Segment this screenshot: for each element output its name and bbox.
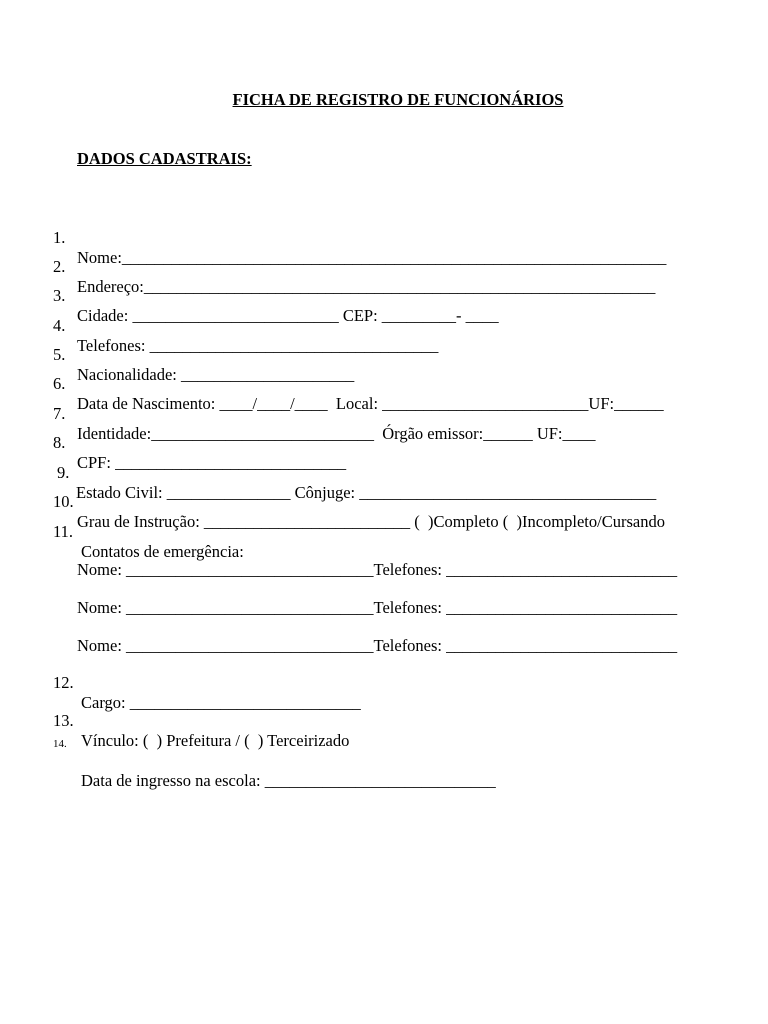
item-text: Cargo: ____________________________	[81, 693, 361, 712]
item-number: 8.	[53, 433, 66, 452]
item-text: Cidade: _________________________ CEP: _________- ____	[77, 306, 499, 325]
item-number: 5.	[53, 345, 66, 364]
item-number: 7.	[53, 404, 66, 423]
item-text: Nome:__________________________________________________________________	[77, 248, 667, 267]
item-number: 6.	[53, 374, 66, 393]
contact-text: Nome: ______________________________Telefones: ____________________________	[77, 636, 678, 655]
item-number: 2.	[53, 257, 66, 276]
item-number: 13.	[53, 711, 74, 730]
item-text: Vínculo: ( ) Prefeitura / ( ) Terceirizado	[81, 731, 350, 750]
item-text: Data de ingresso na escola: ____________________________	[81, 771, 496, 790]
item-number: 14.	[53, 738, 67, 750]
item-text: Identidade:___________________________ Órgão emissor:______ UF:____	[77, 424, 596, 443]
item-number: 11.	[53, 522, 74, 541]
section-heading: DADOS CADASTRAIS:	[77, 149, 252, 168]
item-text: Nacionalidade: _____________________	[77, 365, 355, 384]
item-number: 9.	[57, 463, 70, 482]
item-number: 12.	[53, 673, 74, 692]
item-text: Grau de Instrução: _________________________ ( )Completo ( )Incompleto/Cursando	[77, 512, 665, 531]
item-number: 4.	[53, 316, 66, 335]
contact-text: Nome: ______________________________Telefones: ____________________________	[77, 560, 678, 579]
item-text: Estado Civil: _______________ Cônjuge: ____________________________________	[76, 483, 657, 502]
emergency-contact-line	[77, 616, 678, 676]
contact-text: Nome: ______________________________Telefones: ____________________________	[77, 598, 678, 617]
item-text: Telefones: ___________________________________	[77, 336, 439, 355]
item-number: 1.	[53, 228, 66, 247]
document-title: FICHA DE REGISTRO DE FUNCIONÁRIOS	[232, 90, 564, 109]
item-text: CPF: ____________________________	[77, 453, 347, 472]
item-number: 3.	[53, 286, 66, 305]
item-text: Contatos de emergência:	[81, 542, 244, 561]
item-text: Endereço:______________________________________________________________	[77, 277, 656, 296]
item-number: 10.	[53, 492, 74, 511]
item-text: Data de Nascimento: ____/____/____ Local: _________________________UF:______	[77, 394, 664, 413]
form-item	[53, 502, 244, 582]
